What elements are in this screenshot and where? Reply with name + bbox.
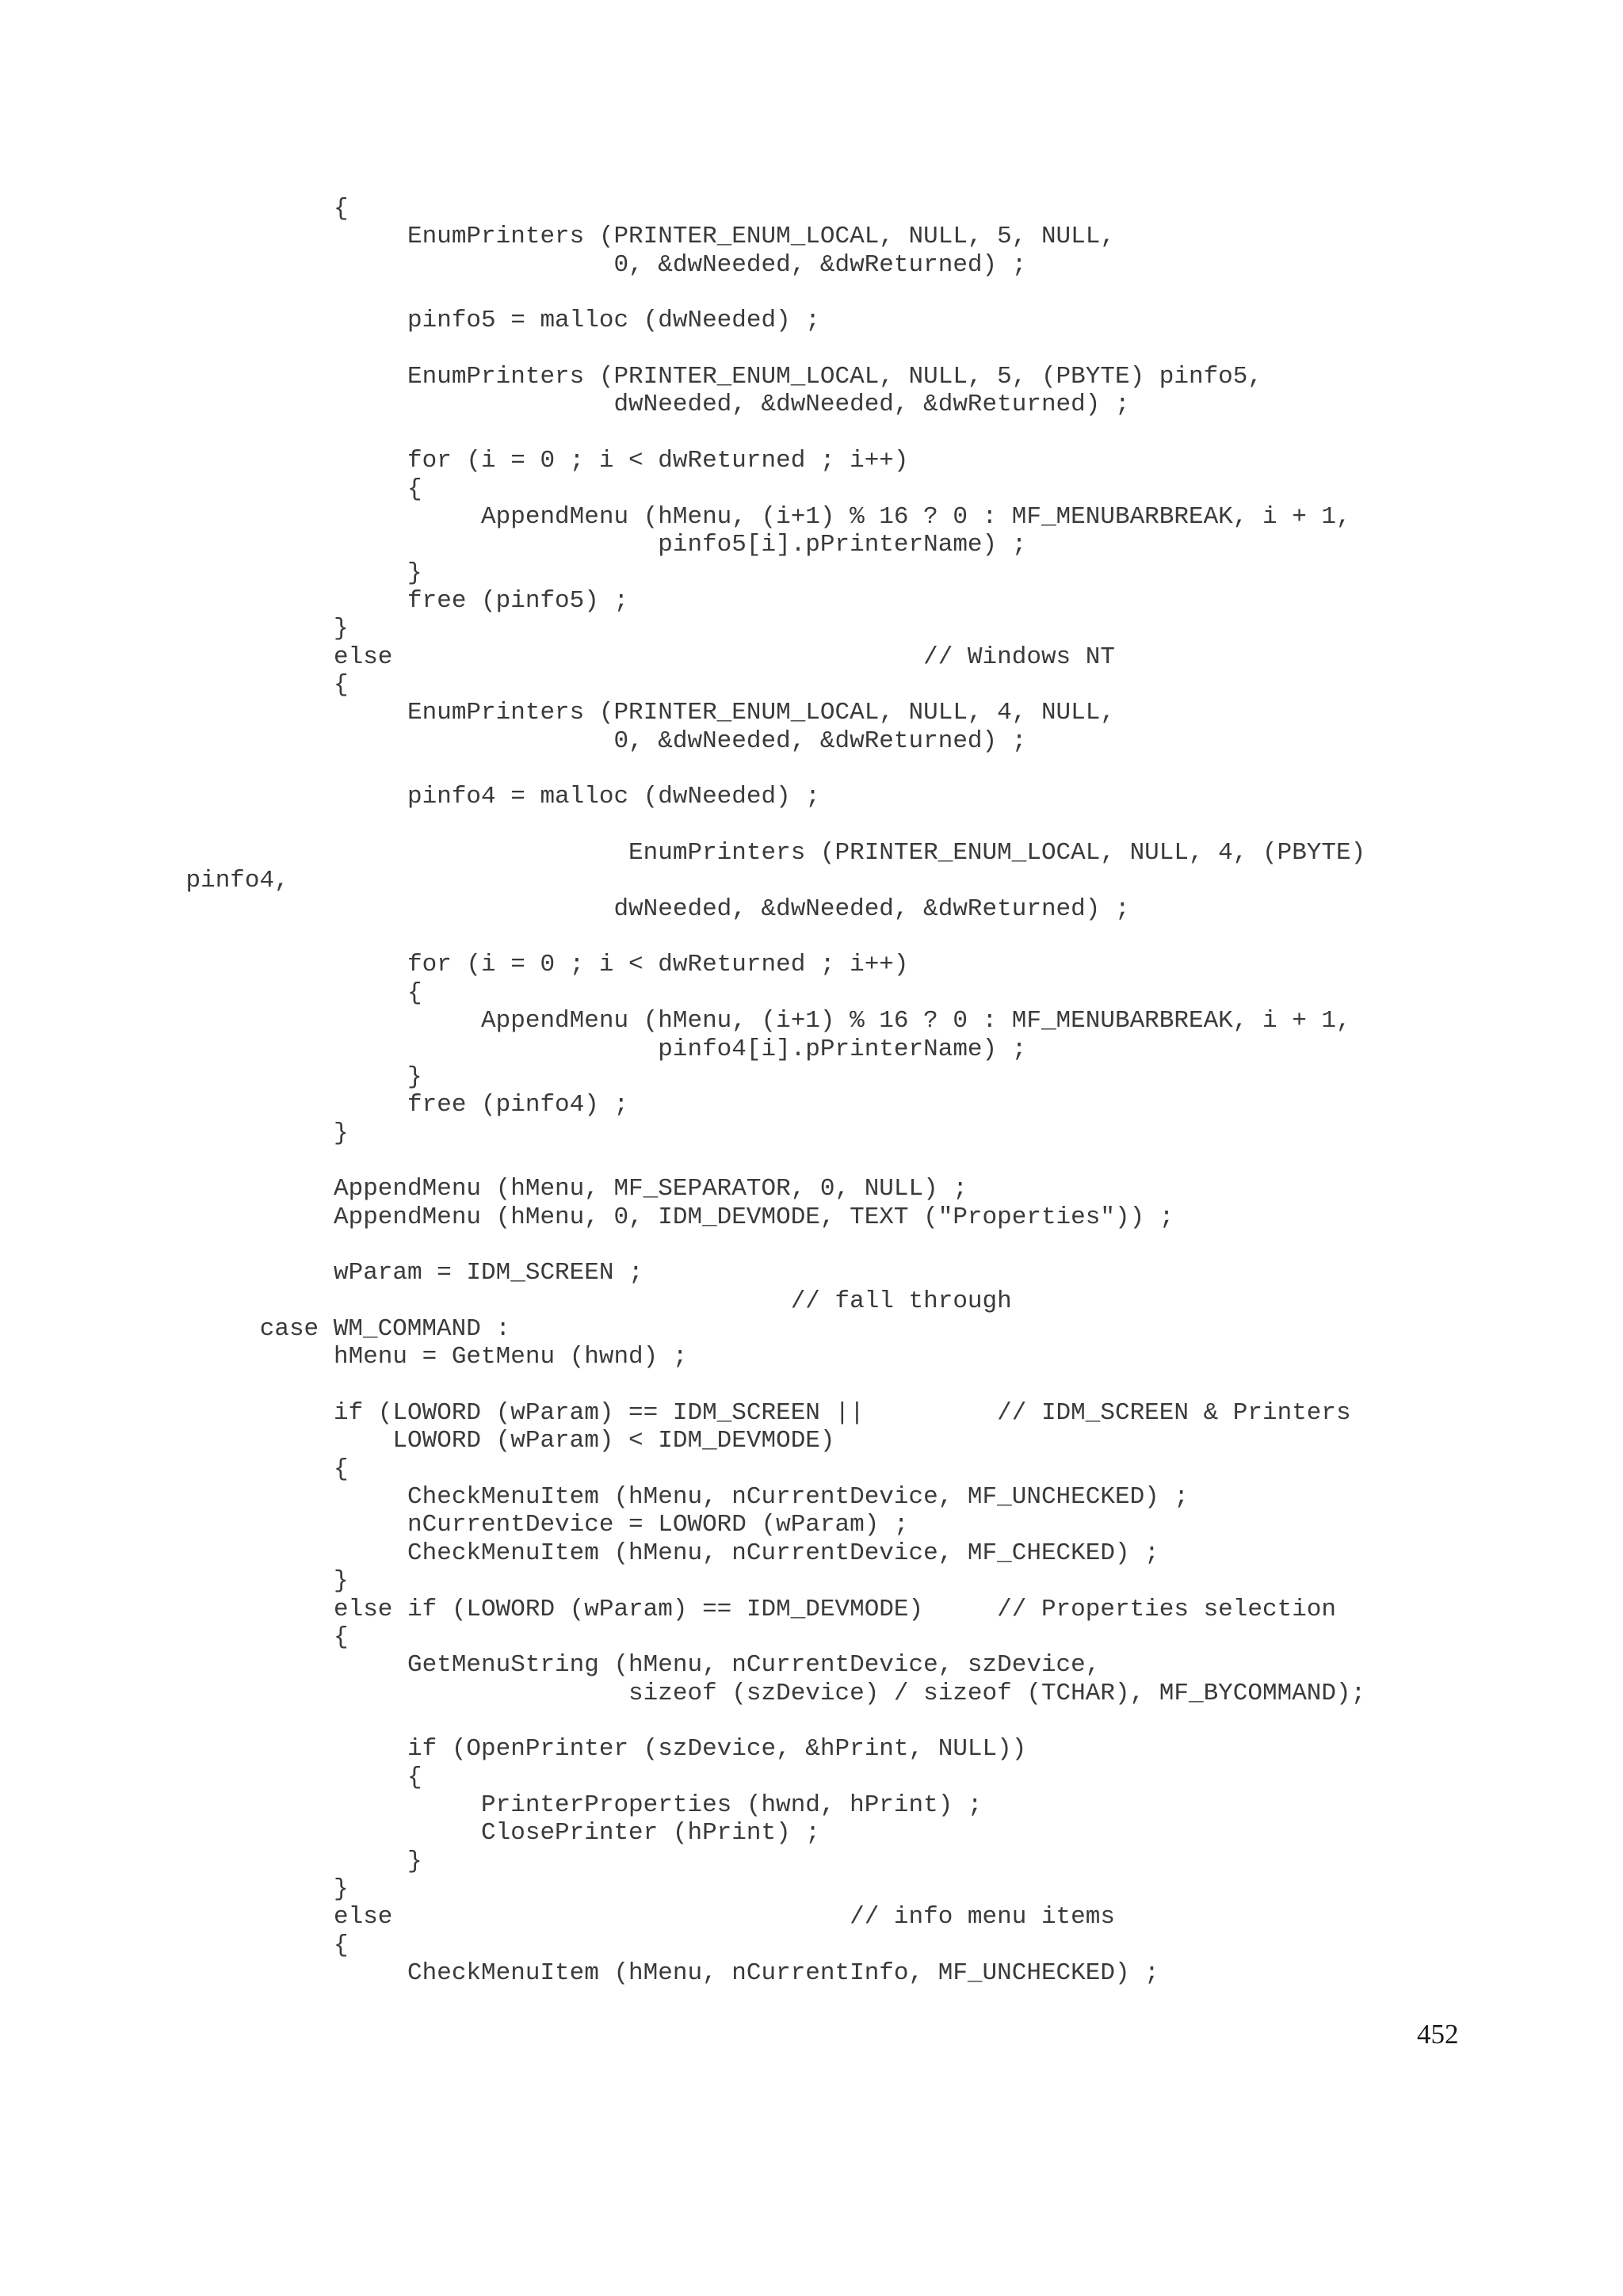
code-line: PrinterProperties (hwnd, hPrint) ;	[334, 1791, 983, 1819]
code-line: for (i = 0 ; i < dwReturned ; i++)	[334, 447, 909, 475]
code-line: pinfo4[i].pPrinterName) ;	[334, 1035, 1027, 1063]
code-line: AppendMenu (hMenu, MF_SEPARATOR, 0, NULL) ;	[334, 1175, 968, 1203]
code-line: wParam = IDM_SCREEN ;	[334, 1259, 643, 1287]
code-line: else if (LOWORD (wParam) == IDM_DEVMODE) // Properties selection	[334, 1595, 1337, 1623]
code-line: {	[334, 1763, 422, 1791]
code-line: pinfo5[i].pPrinterName) ;	[334, 531, 1027, 559]
code-line: }	[334, 1119, 349, 1147]
code-line: {	[334, 670, 349, 699]
code-line: nCurrentDevice = LOWORD (wParam) ;	[334, 1511, 909, 1539]
code-line: CheckMenuItem (hMenu, nCurrentDevice, MF_UNCHECKED) ;	[334, 1483, 1189, 1512]
code-line: for (i = 0 ; i < dwReturned ; i++)	[334, 951, 909, 979]
code-line: // fall through	[334, 1287, 1012, 1315]
code-line: 0, &dwNeeded, &dwReturned) ;	[334, 250, 1027, 279]
code-line: sizeof (szDevice) / sizeof (TCHAR), MF_BYCOMMAND);	[334, 1679, 1366, 1707]
code-line: }	[334, 1847, 422, 1875]
code-line: {	[334, 1623, 349, 1651]
code-line: EnumPrinters (PRINTER_ENUM_LOCAL, NULL, 5, (PBYTE) pinfo5,	[334, 363, 1262, 391]
code-line: else // Windows NT	[334, 643, 1115, 671]
code-line: free (pinfo4) ;	[334, 1091, 629, 1119]
code-line: EnumPrinters (PRINTER_ENUM_LOCAL, NULL, 4, (PBYTE)	[334, 839, 1366, 868]
code-line: EnumPrinters (PRINTER_ENUM_LOCAL, NULL, 5, NULL,	[334, 223, 1115, 251]
code-line: AppendMenu (hMenu, (i+1) % 16 ? 0 : MF_MENUBARBREAK, i + 1,	[334, 502, 1351, 531]
code-line: AppendMenu (hMenu, 0, IDM_DEVMODE, TEXT ("Properties")) ;	[334, 1203, 1174, 1231]
code-line: {	[334, 195, 349, 223]
code-line: ClosePrinter (hPrint) ;	[334, 1819, 820, 1848]
code-line: CheckMenuItem (hMenu, nCurrentInfo, MF_UNCHECKED) ;	[334, 1959, 1159, 1988]
code-line: AppendMenu (hMenu, (i+1) % 16 ? 0 : MF_MENUBARBREAK, i + 1,	[334, 1007, 1351, 1035]
code-line: LOWORD (wParam) < IDM_DEVMODE)	[334, 1427, 835, 1455]
code-line: pinfo4,	[185, 867, 289, 895]
code-line: GetMenuString (hMenu, nCurrentDevice, szDevice,	[334, 1651, 1101, 1680]
code-line: {	[334, 475, 422, 503]
code-line: pinfo4 = malloc (dwNeeded) ;	[334, 783, 820, 811]
code-line: }	[334, 1875, 349, 1903]
code-line: dwNeeded, &dwNeeded, &dwReturned) ;	[334, 391, 1130, 419]
page-number: 452	[1417, 2019, 1459, 2050]
code-line: {	[334, 1931, 349, 1959]
code-line: if (LOWORD (wParam) == IDM_SCREEN || // IDM_SCREEN & Printers	[334, 1399, 1351, 1428]
code-line: }	[334, 559, 422, 587]
code-line: hMenu = GetMenu (hwnd) ;	[334, 1343, 688, 1371]
code-line: if (OpenPrinter (szDevice, &hPrint, NULL))	[334, 1735, 1027, 1764]
code-line: }	[334, 1062, 422, 1091]
code-line: {	[334, 1455, 349, 1483]
code-line: dwNeeded, &dwNeeded, &dwReturned) ;	[334, 894, 1130, 923]
code-line: }	[334, 615, 349, 643]
code-line: CheckMenuItem (hMenu, nCurrentDevice, MF_CHECKED) ;	[334, 1539, 1159, 1567]
code-line: {	[334, 978, 422, 1007]
code-line: else // info menu items	[334, 1903, 1115, 1932]
code-line: case WM_COMMAND :	[259, 1315, 511, 1343]
code-line: 0, &dwNeeded, &dwReturned) ;	[334, 727, 1027, 755]
code-line: EnumPrinters (PRINTER_ENUM_LOCAL, NULL, 4, NULL,	[334, 699, 1115, 727]
code-line: }	[334, 1567, 349, 1596]
code-line: pinfo5 = malloc (dwNeeded) ;	[334, 307, 820, 335]
code-line: free (pinfo5) ;	[334, 586, 629, 615]
